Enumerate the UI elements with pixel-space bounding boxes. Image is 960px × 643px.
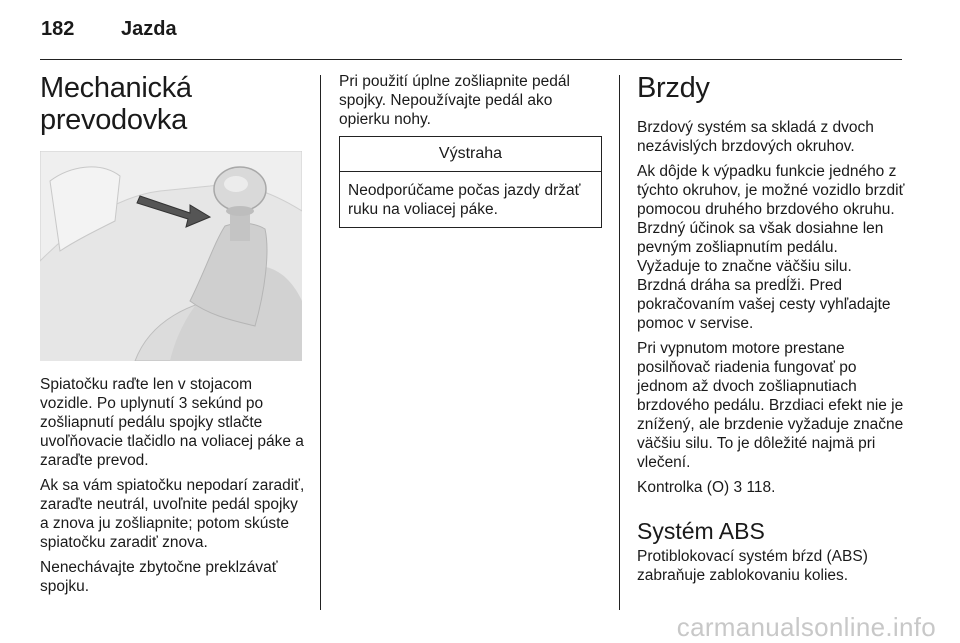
warning-box: [339, 136, 602, 228]
section-heading-brakes: Brzdy: [637, 72, 710, 104]
column-1-text: [40, 375, 305, 602]
column-2: [339, 72, 604, 228]
kontrolka-reference: Kontrolka (O) 3 118.: [637, 479, 776, 496]
gear-lever-drawing: [40, 151, 302, 361]
paragraph: Pri vypnutom motore prestane posilňovač riadenia fungovať po jednom až dvoch zošliapnutiach brzdového pedálu. Brzdiaci efekt nie je znížený, ale brzdenie vyžaduje značne väčšiu silu. To je dôležité najmä pri vlečení.: [637, 340, 904, 471]
column-divider-2: [619, 75, 620, 610]
column-3: [637, 72, 905, 591]
reference-page-link[interactable]: 118.: [746, 479, 776, 496]
chapter-title: Jazda: [121, 18, 177, 40]
section-heading-abs: Systém ABS: [637, 518, 765, 544]
paragraph: Pri použití úplne zošliapnite pedál spojky. Nepoužívajte pedál ako opierku nohy.: [339, 73, 570, 128]
paragraph: Brzdový systém sa skladá z dvoch nezávislých brzdových okruhov.: [637, 119, 874, 155]
column-1: [40, 72, 305, 136]
section-heading-manual-transmission: Mechanická prevodovka: [40, 72, 192, 136]
paragraph: Ak sa vám spiatočku nepodarí zaradiť, zaraďte neutrál, uvoľnite pedál spojky a znova ju zošliapnite; potom skúste spiatočku zaradiť znova.: [40, 477, 305, 551]
paragraph: Protiblokovací systém bŕzd (ABS) zabraňuje zablokovaniu kolies.: [637, 548, 868, 584]
paragraph: Ak dôjde k výpadku funkcie jedného z týchto okruhov, je možné vozidlo brzdiť pomocou druhého brzdového okruhu. Brzdný účinok sa však dosiahne len pevným zošliapnutím pedálu. Vyžaduje to značne väčšiu silu. Brzdná dráha sa predĺži. Pred pokračovaním vašej cesty vyhľadajte pomoc v servise.: [637, 163, 905, 332]
paragraph: Spiatočku raďte len v stojacom vozidle. Po uplynutí 3 sekúnd po zošliapnutí pedálu spojky stlačte uvoľňovacie tlačidlo na voliacej páke a zaraďte prevod.: [40, 376, 304, 469]
page-number: 182: [41, 18, 75, 40]
page-reference-arrow-icon: 3: [733, 479, 743, 496]
column-divider-1: [320, 75, 321, 610]
watermark: carmanualsonline.info: [676, 612, 936, 642]
page-header: [41, 18, 901, 48]
header-divider: [40, 59, 902, 60]
warning-body: Neodporúčame počas jazdy držať ruku na voliacej páke.: [348, 182, 581, 218]
gear-lever-illustration: [40, 151, 302, 361]
paragraph: Nenechávajte zbytočne preklzávať spojku.: [40, 559, 278, 595]
brake-warning-icon: (O): [706, 479, 730, 496]
warning-title: Výstraha: [340, 137, 601, 172]
